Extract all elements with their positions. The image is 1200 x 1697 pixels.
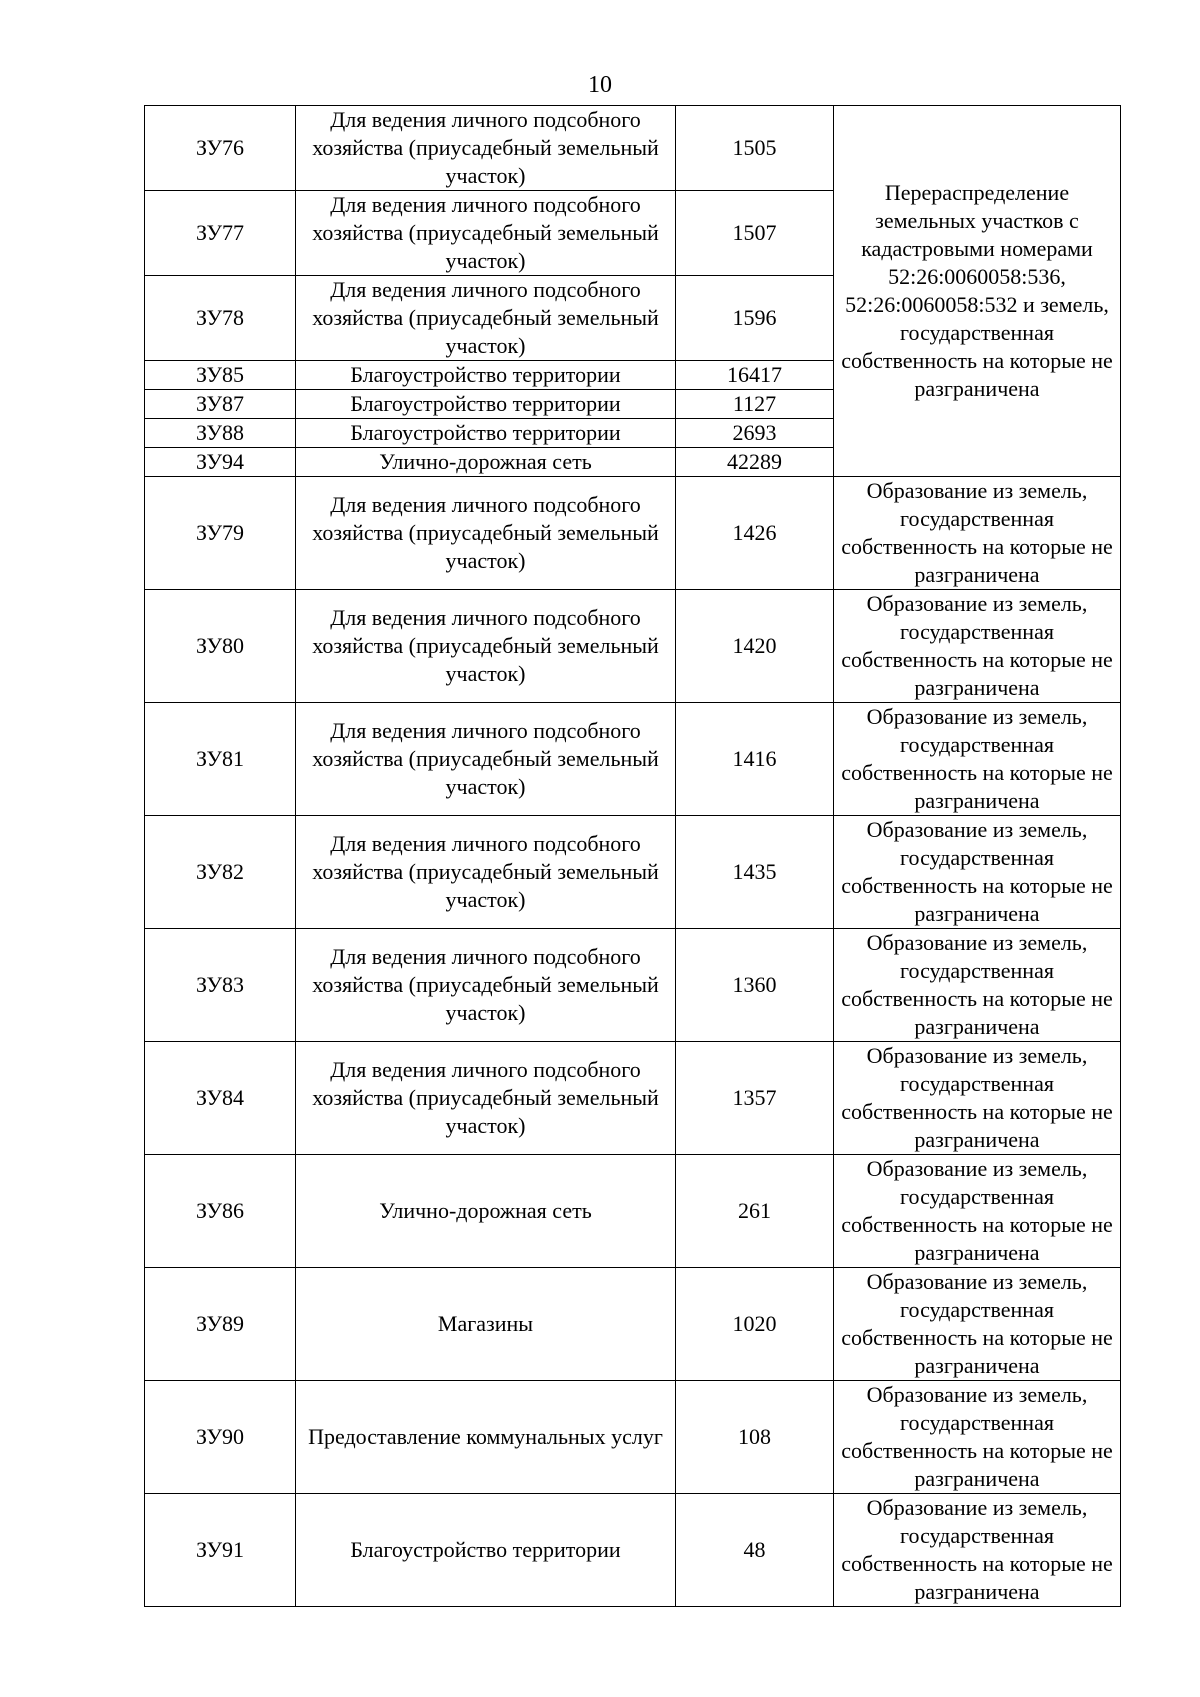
land-plots-table [144, 105, 1121, 1607]
table-row [145, 1268, 1121, 1381]
plot-area-cell: 1596 [676, 276, 834, 361]
plot-id-cell: ЗУ91 [145, 1494, 296, 1607]
plot-area-cell: 48 [676, 1494, 834, 1607]
plot-area-cell: 1416 [676, 703, 834, 816]
plot-area-cell: 1020 [676, 1268, 834, 1381]
plot-use-cell: Благоустройство территории [296, 361, 676, 390]
plot-area-cell: 1360 [676, 929, 834, 1042]
plot-use-cell: Благоустройство территории [296, 1494, 676, 1607]
plot-use-cell: Для ведения личного подсобного хозяйства (приусадебный земельный участок) [296, 276, 676, 361]
plot-area-cell: 108 [676, 1381, 834, 1494]
table-row [145, 1494, 1121, 1607]
table-row [145, 590, 1121, 703]
plot-id-cell: ЗУ79 [145, 477, 296, 590]
plot-note-cell-merged: Перераспределение земельных участков с кадастровыми номерами 52:26:0060058:536, 52:26:0060058:532 и земель, государственная собственность на которые не разграничена [834, 106, 1121, 477]
plot-area-cell: 261 [676, 1155, 834, 1268]
plot-id-cell: ЗУ85 [145, 361, 296, 390]
plot-area-cell: 16417 [676, 361, 834, 390]
plot-note-cell: Образование из земель, государственная собственность на которые не разграничена [834, 1494, 1121, 1607]
plot-id-cell: ЗУ90 [145, 1381, 296, 1494]
plot-area-cell: 1420 [676, 590, 834, 703]
plot-id-cell: ЗУ80 [145, 590, 296, 703]
plot-note-cell: Образование из земель, государственная собственность на которые не разграничена [834, 1042, 1121, 1155]
page-number: 10 [588, 72, 612, 98]
plot-id-cell: ЗУ86 [145, 1155, 296, 1268]
plot-area-cell: 1435 [676, 816, 834, 929]
plot-note-cell: Образование из земель, государственная собственность на которые не разграничена [834, 590, 1121, 703]
plot-use-cell: Для ведения личного подсобного хозяйства (приусадебный земельный участок) [296, 929, 676, 1042]
plot-use-cell: Улично-дорожная сеть [296, 448, 676, 477]
plot-area-cell: 2693 [676, 419, 834, 448]
plot-note-cell: Образование из земель, государственная собственность на которые не разграничена [834, 1381, 1121, 1494]
plot-id-cell: ЗУ81 [145, 703, 296, 816]
table-row [145, 703, 1121, 816]
plot-use-cell: Благоустройство территории [296, 390, 676, 419]
plot-use-cell: Для ведения личного подсобного хозяйства (приусадебный земельный участок) [296, 477, 676, 590]
plot-use-cell: Благоустройство территории [296, 419, 676, 448]
table-row [145, 1155, 1121, 1268]
table-row [145, 816, 1121, 929]
plot-id-cell: ЗУ77 [145, 191, 296, 276]
table-row [145, 106, 1121, 191]
plot-use-cell: Улично-дорожная сеть [296, 1155, 676, 1268]
table-row [145, 929, 1121, 1042]
plot-id-cell: ЗУ76 [145, 106, 296, 191]
plot-id-cell: ЗУ82 [145, 816, 296, 929]
plot-note-cell: Образование из земель, государственная собственность на которые не разграничена [834, 1268, 1121, 1381]
table-row [145, 1042, 1121, 1155]
plot-id-cell: ЗУ83 [145, 929, 296, 1042]
plot-id-cell: ЗУ87 [145, 390, 296, 419]
plot-note-cell: Образование из земель, государственная собственность на которые не разграничена [834, 816, 1121, 929]
plot-area-cell: 1507 [676, 191, 834, 276]
plot-id-cell: ЗУ89 [145, 1268, 296, 1381]
plot-use-cell: Для ведения личного подсобного хозяйства (приусадебный земельный участок) [296, 590, 676, 703]
plot-area-cell: 1505 [676, 106, 834, 191]
plot-use-cell: Для ведения личного подсобного хозяйства (приусадебный земельный участок) [296, 703, 676, 816]
plot-id-cell: ЗУ78 [145, 276, 296, 361]
plot-note-cell: Образование из земель, государственная собственность на которые не разграничена [834, 929, 1121, 1042]
plot-use-cell: Для ведения личного подсобного хозяйства (приусадебный земельный участок) [296, 106, 676, 191]
table-row [145, 477, 1121, 590]
plot-use-cell: Для ведения личного подсобного хозяйства (приусадебный земельный участок) [296, 816, 676, 929]
table-row [145, 1381, 1121, 1494]
plot-area-cell: 1357 [676, 1042, 834, 1155]
plot-area-cell: 1127 [676, 390, 834, 419]
plot-use-cell: Магазины [296, 1268, 676, 1381]
plot-id-cell: ЗУ94 [145, 448, 296, 477]
plot-area-cell: 42289 [676, 448, 834, 477]
plot-note-cell: Образование из земель, государственная собственность на которые не разграничена [834, 1155, 1121, 1268]
plot-use-cell: Для ведения личного подсобного хозяйства (приусадебный земельный участок) [296, 191, 676, 276]
plot-area-cell: 1426 [676, 477, 834, 590]
plot-use-cell: Предоставление коммунальных услуг [296, 1381, 676, 1494]
plot-id-cell: ЗУ88 [145, 419, 296, 448]
plot-note-cell: Образование из земель, государственная собственность на которые не разграничена [834, 703, 1121, 816]
plot-note-cell: Образование из земель, государственная собственность на которые не разграничена [834, 477, 1121, 590]
plot-id-cell: ЗУ84 [145, 1042, 296, 1155]
plot-use-cell: Для ведения личного подсобного хозяйства (приусадебный земельный участок) [296, 1042, 676, 1155]
